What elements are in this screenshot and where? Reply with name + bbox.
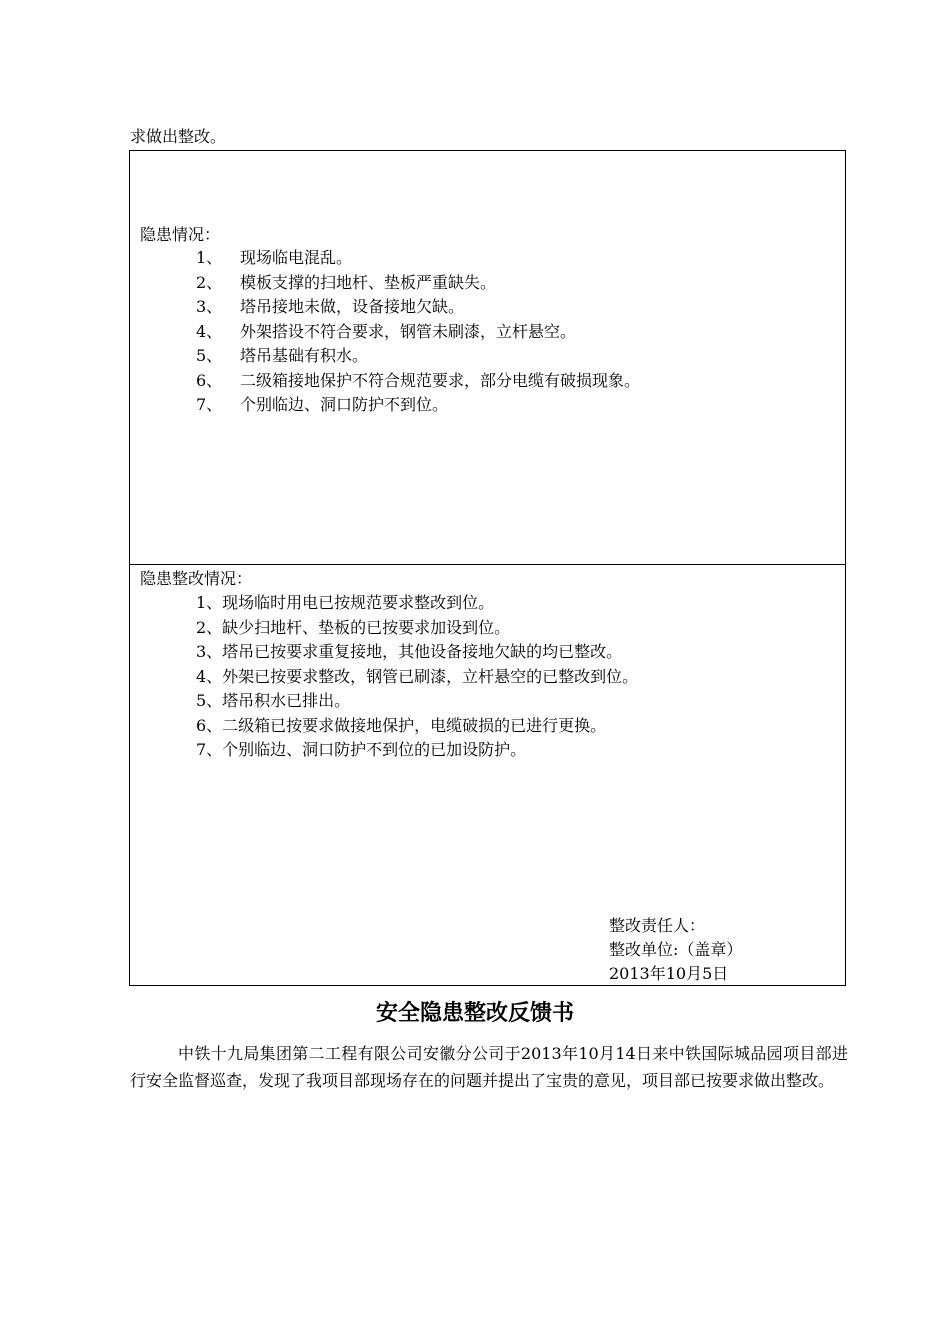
rectification-heading: 隐患整改情况： bbox=[140, 569, 253, 588]
rectification-date: 2013年10月5日 bbox=[609, 964, 729, 983]
rectification-list bbox=[196, 591, 638, 763]
list-item: 7、个别临边、洞口防护不到位的已加设防护。 bbox=[196, 740, 527, 759]
list-item: 2、缺少扫地杆、垫板的已按要求加设到位。 bbox=[196, 617, 511, 637]
list-item: 5、 塔吊基础有积水。 bbox=[196, 346, 369, 365]
list-item: 1、 现场临电混乱。 bbox=[196, 248, 353, 267]
rectification-table bbox=[129, 150, 846, 986]
hazard-list bbox=[196, 246, 640, 418]
list-item: 4、外架已按要求整改，钢管已刷漆，立杆悬空的已整改到位。 bbox=[196, 666, 639, 686]
list-item: 3、 塔吊接地未做，设备接地欠缺。 bbox=[196, 297, 465, 316]
list-item: 6、 二级箱接地保护不符合规范要求，部分电缆有破损现象。 bbox=[196, 370, 641, 390]
list-item: 1、现场临时用电已按规范要求整改到位。 bbox=[196, 593, 495, 612]
feedback-paragraph: 中铁十九局集团第二工程有限公司安徽分公司于2013年10月14日来中铁国际城品园项目部进行安全监督巡查，发现了我项目部现场存在的问题并提出了宝贵的意见，项目部已按要求做出整改。 bbox=[130, 1044, 848, 1090]
list-item: 6、二级箱已按要求做接地保护，电缆破损的已进行更换。 bbox=[196, 715, 607, 735]
list-item: 2、 模板支撑的扫地杆、垫板严重缺失。 bbox=[196, 272, 497, 292]
list-item: 5、塔吊积水已排出。 bbox=[196, 691, 351, 710]
page-title: 安全隐患整改反馈书 bbox=[375, 1001, 574, 1026]
list-item: 4、 外架搭设不符合要求，钢管未刷漆，立杆悬空。 bbox=[196, 321, 577, 341]
rectification-unit-label: 整改单位:（盖章） bbox=[609, 940, 743, 959]
table-divider bbox=[130, 564, 845, 565]
hazard-heading: 隐患情况： bbox=[140, 225, 221, 244]
list-item: 3、塔吊已按要求重复接地，其他设备接地欠缺的均已整改。 bbox=[196, 642, 623, 661]
list-item: 7、 个别临边、洞口防护不到位。 bbox=[196, 395, 449, 414]
continuation-text: 求做出整改。 bbox=[130, 127, 227, 146]
responsible-person-label: 整改责任人： bbox=[609, 916, 706, 935]
